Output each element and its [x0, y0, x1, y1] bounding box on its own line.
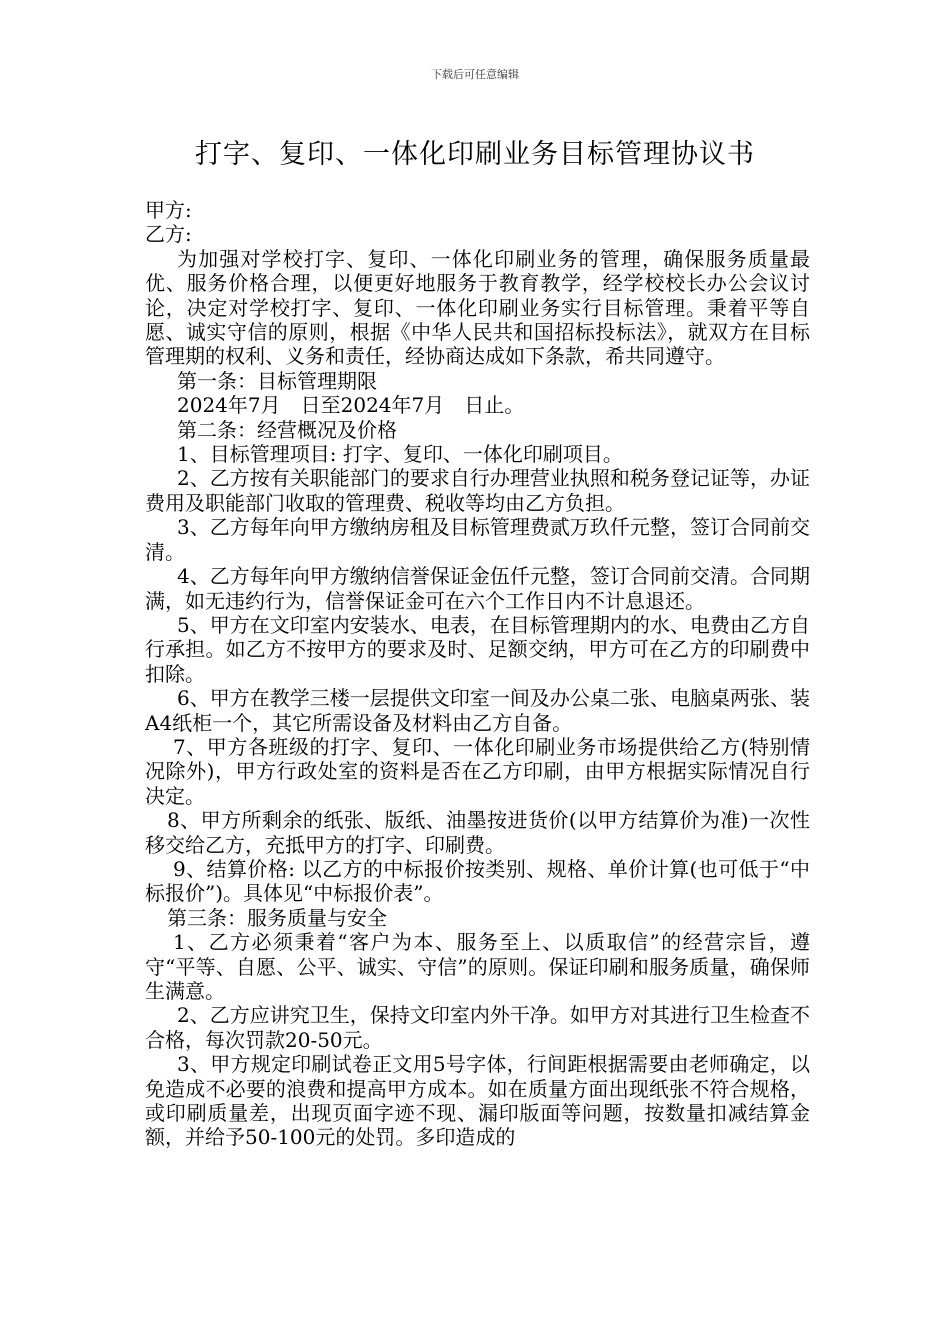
article-2-item: 3、乙方每年向甲方缴纳房租及目标管理费贰万玖仟元整，签订合同前交清。	[145, 515, 810, 564]
document-body	[145, 198, 810, 1150]
article-2-item: 2、乙方按有关职能部门的要求自行办理营业执照和税务登记证等，办证费用及职能部门收取的管理费、税收等均由乙方负担。	[145, 466, 810, 515]
document-title: 打字、复印、一体化印刷业务目标管理协议书	[195, 139, 755, 170]
article-3-item: 3、甲方规定印刷试卷正文用5号字体，行间距根据需要由老师确定，以免造成不必要的浪费和提高甲方成本。如在质量方面出现纸张不符合规格，或印刷质量差，出现页面字迹不现、漏印版面等问题，按数量扣减结算金额，并给予50-100元的处罚。多印造成的	[145, 1052, 810, 1150]
header-note: 下载后可任意编辑	[431, 68, 519, 81]
article-2-item: 9、结算价格: 以乙方的中标报价按类别、规格、单价计算(也可低于“中标报价”)。具体见“中标报价表”。	[145, 856, 810, 906]
article-2-item: 7、甲方各班级的打字、复印、一体化印刷业务市场提供给乙方(特别情况除外)，甲方行政处室的资料是否在乙方印刷，由甲方根据实际情况自行决定。	[145, 734, 810, 808]
article-3-heading: 第三条：服务质量与安全	[167, 905, 387, 930]
article-2-item: 5、甲方在文印室内安装水、电表，在目标管理期内的水、电费由乙方自行承担。如乙方不按甲方的要求及时、足额交纳，甲方可在乙方的印刷费中扣除。	[145, 612, 810, 686]
article-1-text: 2024年7月 日至2024年7月 日止。	[177, 393, 525, 418]
article-3-item: 1、乙方必须秉着“客户为本、服务至上、以质取信”的经营宗旨，遵守“平等、自愿、公平、诚实、守信”的原则。保证印刷和服务质量，确保师生满意。	[145, 930, 810, 1003]
article-2-item: 1、目标管理项目: 打字、复印、一体化印刷项目。	[177, 442, 623, 467]
article-3-item: 2、乙方应讲究卫生，保持文印室内外干净。如甲方对其进行卫生检查不合格，每次罚款20-50元。	[145, 1003, 810, 1052]
party-b-line: 乙方:	[145, 222, 192, 247]
article-1-heading: 第一条：目标管理期限	[177, 368, 377, 393]
preamble-paragraph: 为加强对学校打字、复印、一体化印刷业务的管理，确保服务质量最优、服务价格合理，以便更好地服务于教育教学，经学校校长办公会议讨论，决定对学校打字、复印、一体化印刷业务实行目标管理。秉着平等自愿、诚实守信的原则，根据《中华人民共和国招标投标法》，就双方在目标管理期的权利、义务和责任，经协商达成如下条款，希共同遵守。	[145, 246, 810, 369]
article-2-item: 6、甲方在教学三楼一层提供文印室一间及办公桌二张、电脑桌两张、装A4纸柜一个，其它所需设备及材料由乙方自备。	[145, 686, 810, 735]
article-2-heading: 第二条：经营概况及价格	[177, 417, 397, 442]
article-2-item: 4、乙方每年向甲方缴纳信誉保证金伍仟元整，签订合同前交清。合同期满，如无违约行为，信誉保证金可在六个工作日内不计息退还。	[145, 564, 810, 613]
article-2-item: 8、甲方所剩余的纸张、版纸、油墨按进货价(以甲方结算价为准)一次性移交给乙方，充抵甲方的打字、印刷费。	[145, 808, 810, 857]
party-a-line: 甲方:	[145, 198, 192, 222]
